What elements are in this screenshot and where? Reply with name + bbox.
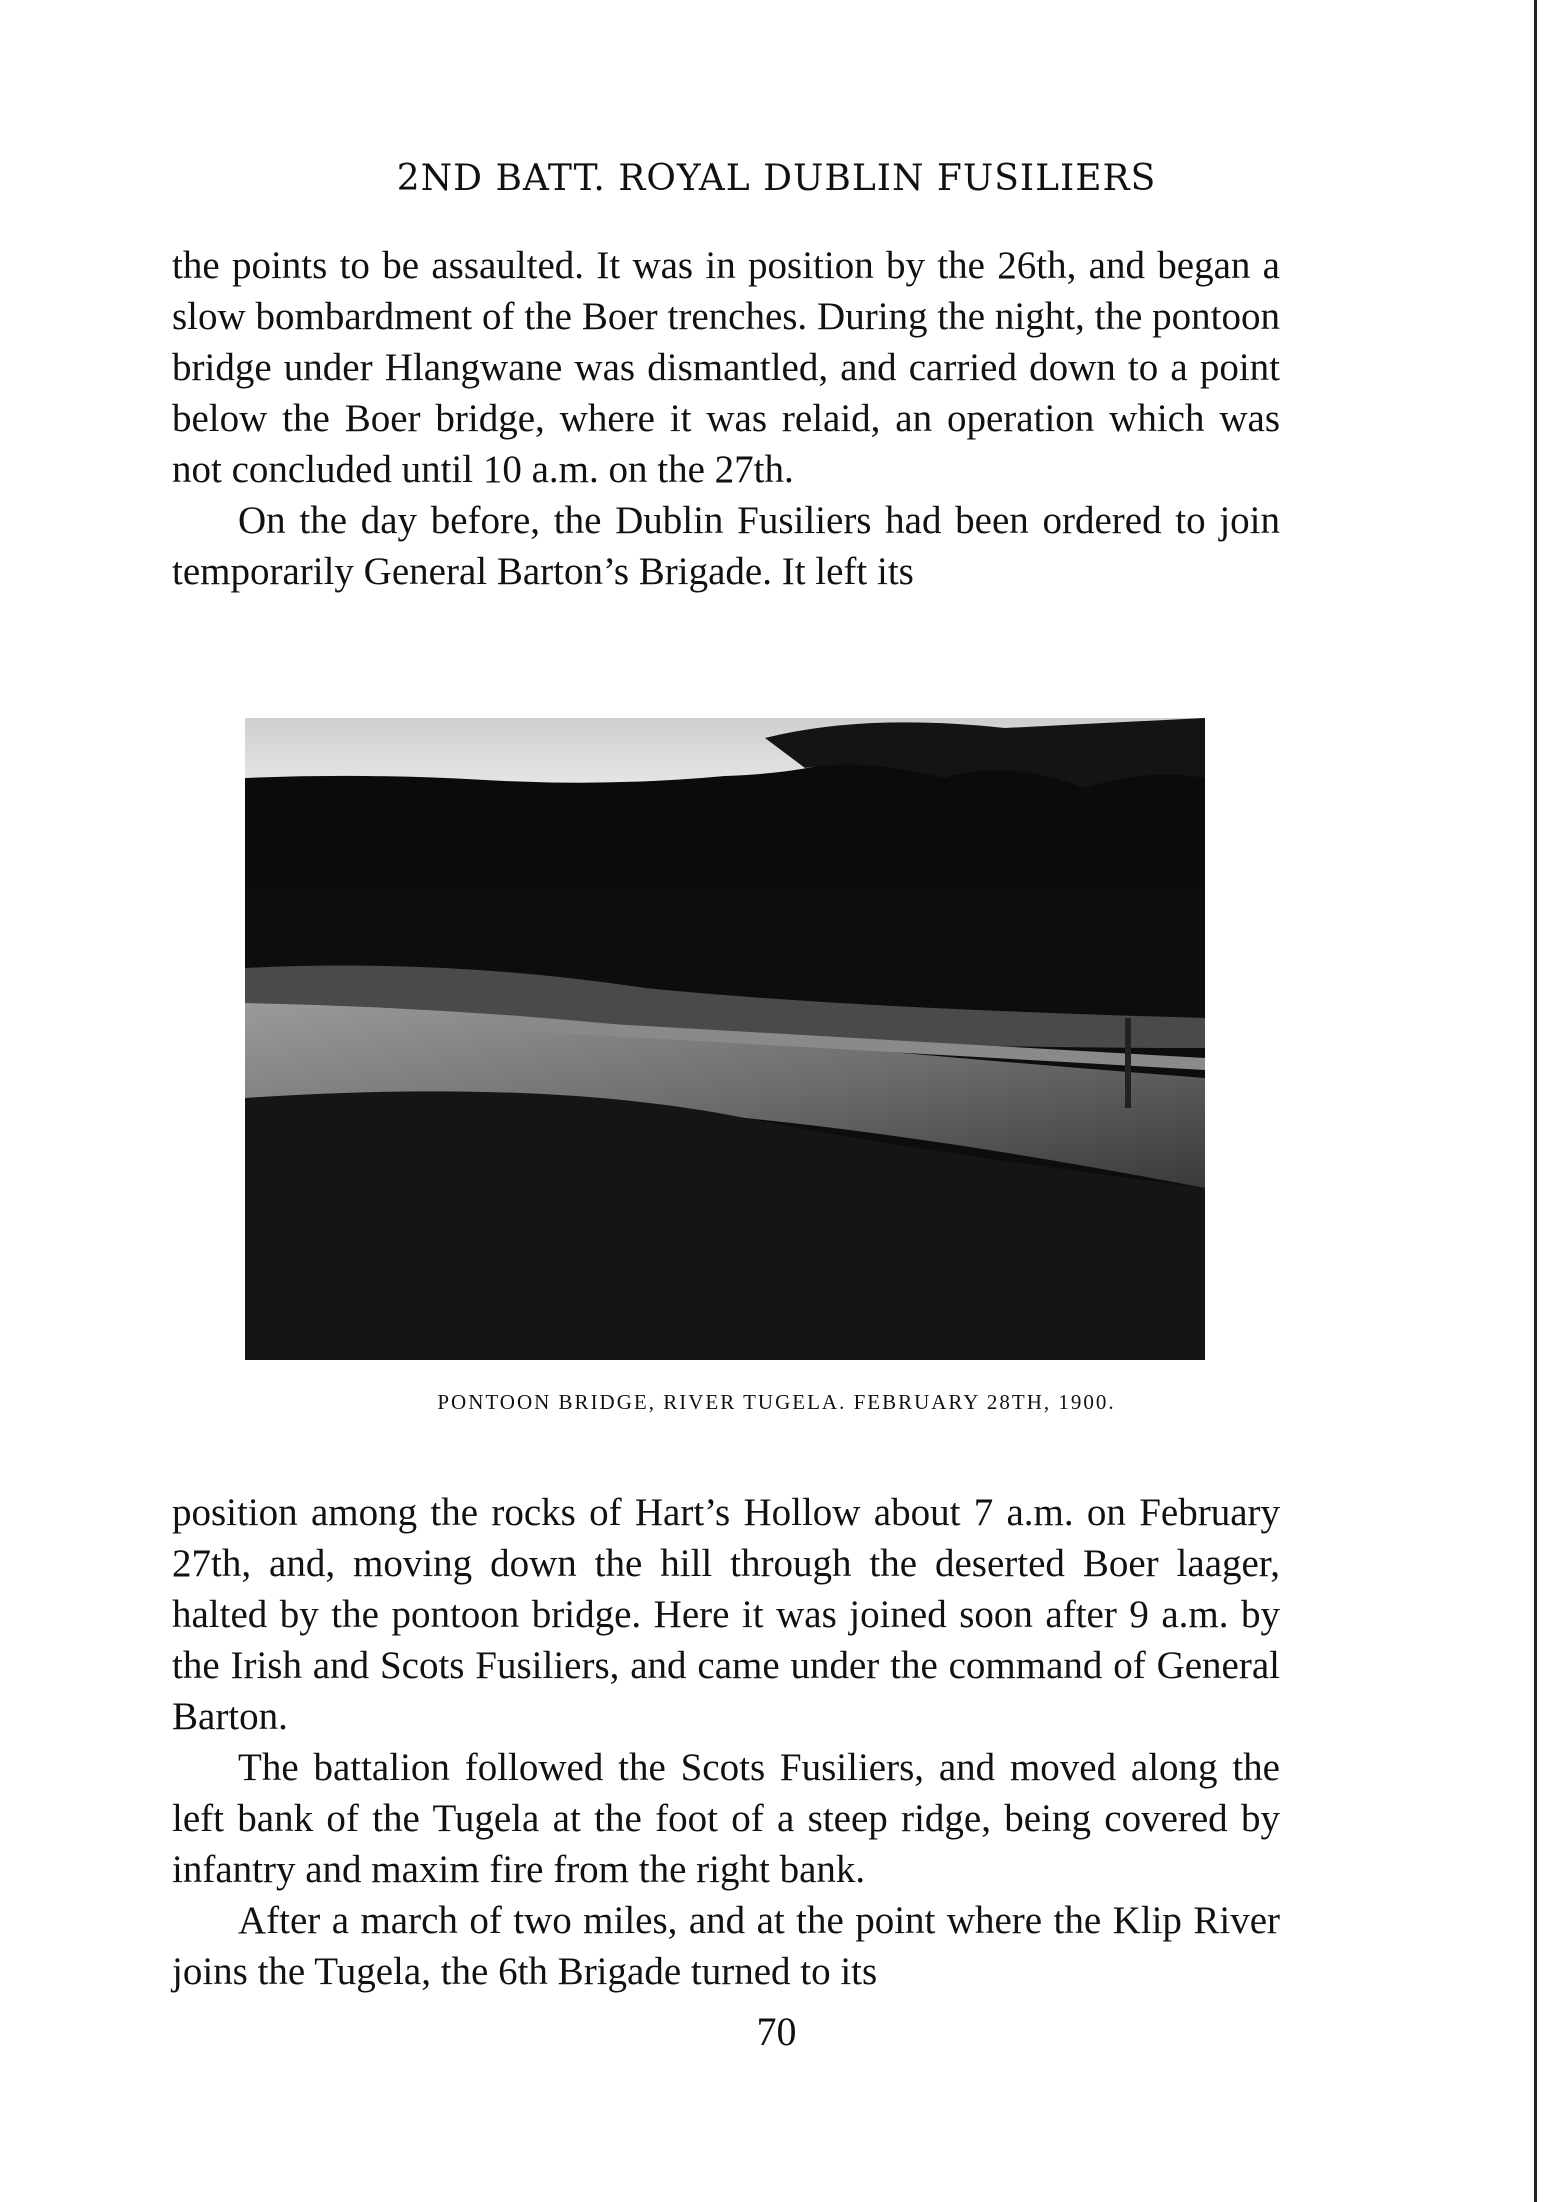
pontoon-bridge-photo (245, 718, 1205, 1360)
paragraph: After a march of two miles, and at the point where the Klip River joins the Tugela, the 6th Brigade turned to its (172, 1899, 1280, 1993)
figure-caption: PONTOON BRIDGE, RIVER TUGELA. FEBRUARY 28TH, 1900. (437, 1390, 1116, 1414)
body-text-bottom (172, 1487, 1280, 1997)
paragraph: The battalion followed the Scots Fusiliers, and moved along the left bank of the Tugela at the foot of a steep ridge, being covered by infantry and maxim fire from the right bank. (172, 1746, 1280, 1891)
paragraph: the points to be assaulted. It was in position by the 26th, and began a slow bombardment of the Boer trenches. During the night, the pontoon bridge under Hlangwane was dismantled, and carried down to a point below the Boer bridge, where it was relaid, an operation which was not concluded until 10 a.m. on the 27th. (172, 244, 1280, 491)
body-text-top (172, 240, 1280, 597)
page-number: 70 (756, 2009, 797, 2054)
paragraph: On the day before, the Dublin Fusiliers had been ordered to join temporarily General Barton’s Brigade. It left its (172, 499, 1280, 593)
page-edge-line (1534, 0, 1537, 2202)
paragraph: position among the rocks of Hart’s Hollow about 7 a.m. on February 27th, and, moving down the hill through the deserted Boer laager, halted by the pontoon bridge. Here it was joined soon after 9 a.m. by the Irish and Scots Fusiliers, and came under the command of General Barton. (172, 1491, 1280, 1738)
running-head: 2ND BATT. ROYAL DUBLIN FUSILIERS (396, 158, 1157, 199)
